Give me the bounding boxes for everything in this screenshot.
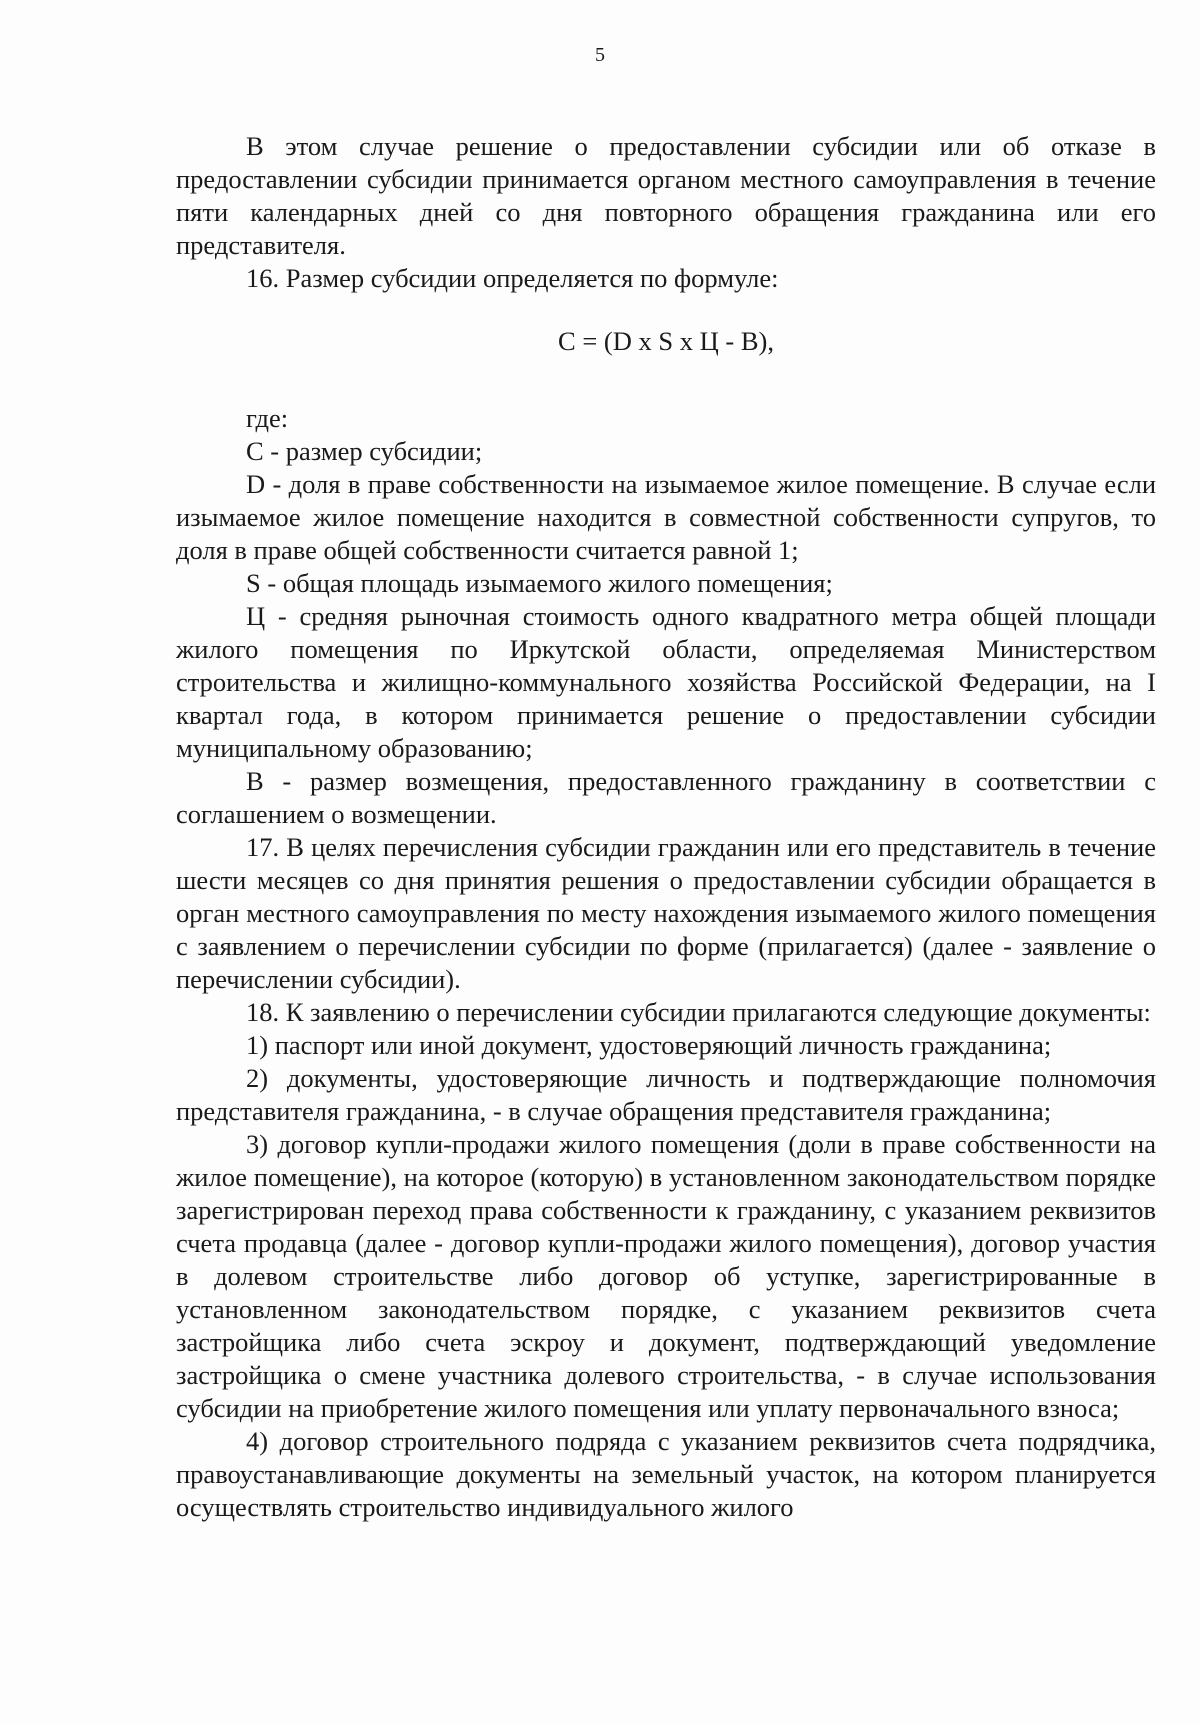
formula-where-label: где: xyxy=(246,403,289,433)
subsidy-formula: С = (D x S x Ц - В), xyxy=(558,326,774,356)
list-item-4: 4) договор строительного подряда с указанием реквизитов счета подрядчика, правоустанавливающие документы на земельный участок, на котором планируется осуществлять строительство индивидуального жилого xyxy=(176,1426,1156,1522)
paragraph-16: 16. Размер субсидии определяется по формуле: xyxy=(246,263,779,293)
paragraph-17: 17. В целях перечисления субсидии гражданин или его представитель в течение шести месяцев со дня принятия решения о предоставлении субсидии обращается в орган местного самоуправления по месту нахождения изымаемого жилого помещения с заявлением о перечислении субсидии по форме (прилагается) (далее - заявление о перечислении субсидии). xyxy=(176,832,1156,994)
definition-ts: Ц - средняя рыночная стоимость одного квадратного метра общей площади жилого помещения по Иркутской области, определяемая Министерством строительства и жилищно-коммунального хозяйства Российской Федерации, на I квартал года, в котором принимается решение о предоставлении субсидии муниципальному образованию; xyxy=(176,601,1156,763)
paragraph-18: 18. К заявлению о перечислении субсидии прилагаются следующие документы: xyxy=(246,997,1151,1027)
list-item-2: 2) документы, удостоверяющие личность и подтверждающие полномочия представителя гражданина, - в случае обращения представителя гражданина; xyxy=(176,1063,1156,1126)
document-body xyxy=(176,130,1156,1524)
list-item-3: 3) договор купли-продажи жилого помещения (доли в праве собственности на жилое помещение), на которое (которую) в установленном законодательством порядке зарегистрирован переход права собственности к гражданину, с указанием реквизитов счета продавца (далее - договор купли-продажи жилого помещения), договор участия в долевом строительстве либо договор об уступке, зарегистрированные в установленном законодательством порядке, с указанием реквизитов счета застройщика либо счета эскроу и документ, подтверждающий уведомление застройщика о смене участника долевого строительства, - в случае использования субсидии на приобретение жилого помещения или уплату первоначального взноса; xyxy=(176,1129,1156,1423)
page-number: 5 xyxy=(595,44,605,66)
paragraph-decision-term: В этом случае решение о предоставлении субсидии или об отказе в предоставлении субсидии принимается органом местного самоуправления в течение пяти календарных дней со дня повторного обращения гражданина или его представителя. xyxy=(176,131,1156,260)
definition-s: S - общая площадь изымаемого жилого помещения; xyxy=(246,568,833,598)
definition-d: D - доля в праве собственности на изымаемое жилое помещение. В случае если изымаемое жилое помещение находится в совместной собственности супругов, то доля в праве общей собственности считается равной 1; xyxy=(176,469,1156,565)
definition-v: В - размер возмещения, предоставленного гражданину в соответствии с соглашением о возмещении. xyxy=(176,766,1156,829)
list-item-1: 1) паспорт или иной документ, удостоверяющий личность гражданина; xyxy=(246,1030,1052,1060)
definition-c: С - размер субсидии; xyxy=(246,436,483,466)
